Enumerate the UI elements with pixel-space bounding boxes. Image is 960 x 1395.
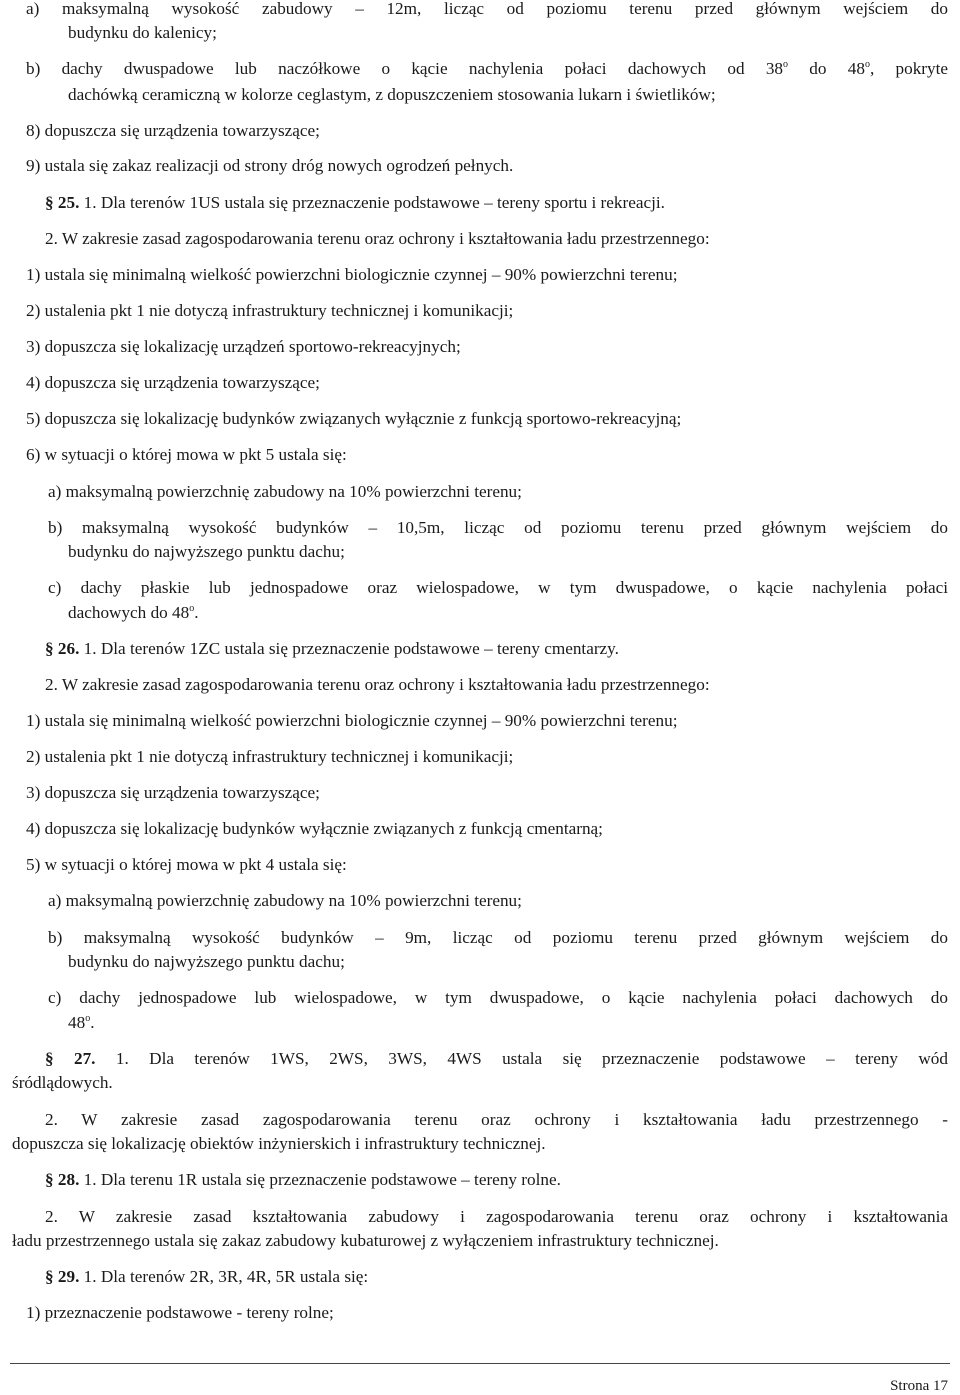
text-run: 2. W zakresie zasad zagospodarowania terenu oraz ochrony i kształtowania ładu przestrzennego -: [45, 1110, 948, 1129]
text-line: [0, 119, 960, 143]
text-line: [0, 1229, 960, 1253]
text-run: dachówką ceramiczną w kolorze ceglastym, z dopuszczeniem stosowania lukarn i świetlików;: [68, 85, 716, 104]
text-line: [0, 950, 960, 974]
text-run: 2) ustalenia pkt 1 nie dotyczą infrastruktury technicznej i komunikacji;: [26, 301, 514, 320]
text-run: dopuszcza się lokalizację obiektów inżynierskich i infrastruktury technicznej.: [12, 1134, 546, 1153]
text-run: 1) ustala się minimalną wielkość powierzchni biologicznie czynnej – 90% powierzchni terenu;: [26, 711, 678, 730]
text-line: [0, 1108, 960, 1132]
text-line: [0, 1132, 960, 1156]
text-line: [0, 191, 960, 215]
text-run: 3) dopuszcza się urządzenia towarzyszące;: [26, 783, 320, 802]
text-line: [0, 480, 960, 504]
text-line: [0, 516, 960, 540]
text-line: [0, 673, 960, 697]
text-run: 1) ustala się minimalną wielkość powierzchni biologicznie czynnej – 90% powierzchni terenu;: [26, 265, 678, 284]
text-line: [0, 853, 960, 877]
text-run: budynku do kalenicy;: [68, 23, 217, 42]
text-line: [0, 540, 960, 564]
text-line: [0, 889, 960, 913]
text-line: [0, 263, 960, 287]
text-run: dachowych do 48: [68, 603, 190, 622]
text-line: [0, 227, 960, 251]
text-run: 1. Dla terenów 2R, 3R, 4R, 5R ustala się:: [79, 1267, 369, 1286]
text-run: a) maksymalną powierzchnię zabudowy na 10% powierzchni terenu;: [48, 891, 522, 910]
text-run: 2) ustalenia pkt 1 nie dotyczą infrastruktury technicznej i komunikacji;: [26, 747, 514, 766]
text-line: [0, 335, 960, 359]
text-line: [0, 709, 960, 733]
paragraph-number: § 27.: [45, 1049, 96, 1068]
text-run: 4) dopuszcza się lokalizację budynków wyłącznie związanych z funkcją cmentarną;: [26, 819, 603, 838]
text-line: [0, 154, 960, 178]
degree-mark: o: [783, 59, 789, 70]
text-run: 5) w sytuacji o której mowa w pkt 4 ustala się:: [26, 855, 347, 874]
text-line: [0, 0, 960, 21]
text-line: [0, 1301, 960, 1325]
text-line: [0, 926, 960, 950]
text-run: , pokryte: [869, 59, 949, 78]
text-run: 2. W zakresie zasad kształtowania zabudowy i zagospodarowania terenu oraz ochrony i kształtowania: [45, 1207, 948, 1226]
text-line: [0, 57, 960, 81]
text-line: [0, 1047, 960, 1071]
text-run: a) maksymalną powierzchnię zabudowy na 10% powierzchni terenu;: [48, 482, 522, 501]
text-run: b) maksymalną wysokość budynków – 10,5m, licząc od poziomu terenu przed głównym wejściem do: [48, 518, 948, 537]
text-line: [0, 1168, 960, 1192]
text-run: 9) ustala się zakaz realizacji od strony dróg nowych ogrodzeń pełnych.: [26, 156, 514, 175]
degree-mark: o: [189, 603, 195, 614]
text-run: śródlądowych.: [12, 1073, 113, 1092]
text-line: [0, 576, 960, 600]
text-run: ładu przestrzennego ustala się zakaz zabudowy kubaturowej z wyłączeniem infrastruktury technicznej.: [12, 1231, 719, 1250]
text-line: [0, 601, 960, 625]
text-run: budynku do najwyższego punktu dachu;: [68, 952, 345, 971]
text-line: [0, 1265, 960, 1289]
text-run: do 48: [788, 59, 865, 78]
footer-rule: [10, 1363, 950, 1364]
text-run: 1) przeznaczenie podstawowe - tereny rolne;: [26, 1303, 334, 1322]
text-run: 48: [68, 1013, 86, 1032]
text-line: [0, 443, 960, 467]
text-run: budynku do najwyższego punktu dachu;: [68, 542, 345, 561]
text-run: 4) dopuszcza się urządzenia towarzyszące;: [26, 373, 320, 392]
text-run: 1. Dla terenu 1R ustala się przeznaczenie podstawowe – tereny rolne.: [79, 1170, 561, 1189]
text-line: [0, 371, 960, 395]
paragraph-number: § 28.: [45, 1170, 80, 1189]
text-run: b) dachy dwuspadowe lub naczółkowe o kącie nachylenia połaci dachowych od 38: [26, 59, 784, 78]
text-run: b) maksymalną wysokość budynków – 9m, licząc od poziomu terenu przed głównym wejściem do: [48, 928, 948, 947]
degree-mark: o: [85, 1013, 91, 1024]
page-number: Strona 17: [890, 1378, 948, 1394]
text-run: 6) w sytuacji o której mowa w pkt 5 ustala się:: [26, 445, 347, 464]
text-line: [0, 781, 960, 805]
text-line: [0, 21, 960, 45]
text-line: [0, 986, 960, 1010]
text-line: [0, 1071, 960, 1095]
text-line: [0, 637, 960, 661]
text-line: [0, 1205, 960, 1229]
text-line: [0, 83, 960, 107]
paragraph-number: § 26.: [45, 639, 80, 658]
text-line: [0, 407, 960, 431]
text-line: [0, 1011, 960, 1035]
text-run: 5) dopuszcza się lokalizację budynków związanych wyłącznie z funkcją sportowo-rekreacyjną;: [26, 409, 682, 428]
text-run: .: [90, 1013, 95, 1032]
text-run: c) dachy płaskie lub jednospadowe oraz wielospadowe, w tym dwuspadowe, o kącie nachylenia połaci: [48, 578, 948, 597]
text-run: 2. W zakresie zasad zagospodarowania terenu oraz ochrony i kształtowania ładu przestrzennego:: [45, 675, 710, 694]
text-run: 1. Dla terenów 1US ustala się przeznaczenie podstawowe – tereny sportu i rekreacji.: [79, 193, 665, 212]
text-run: 3) dopuszcza się lokalizację urządzeń sportowo-rekreacyjnych;: [26, 337, 461, 356]
text-run: 1. Dla terenów 1WS, 2WS, 3WS, 4WS ustala się przeznaczenie podstawowe – tereny wód: [95, 1049, 948, 1068]
text-run: 1. Dla terenów 1ZC ustala się przeznaczenie podstawowe – tereny cmentarzy.: [79, 639, 619, 658]
text-line: [0, 299, 960, 323]
text-run: a) maksymalną wysokość zabudowy – 12m, licząc od poziomu terenu przed głównym wejściem do: [26, 0, 948, 18]
text-run: c) dachy jednospadowe lub wielospadowe, w tym dwuspadowe, o kącie nachylenia połaci dachowych do: [48, 988, 948, 1007]
text-run: .: [194, 603, 199, 622]
text-run: 2. W zakresie zasad zagospodarowania terenu oraz ochrony i kształtowania ładu przestrzennego:: [45, 229, 710, 248]
text-line: [0, 745, 960, 769]
paragraph-number: § 25.: [45, 193, 80, 212]
text-run: 8) dopuszcza się urządzenia towarzyszące;: [26, 121, 320, 140]
text-line: [0, 817, 960, 841]
degree-mark: o: [864, 59, 870, 70]
paragraph-number: § 29.: [45, 1267, 80, 1286]
